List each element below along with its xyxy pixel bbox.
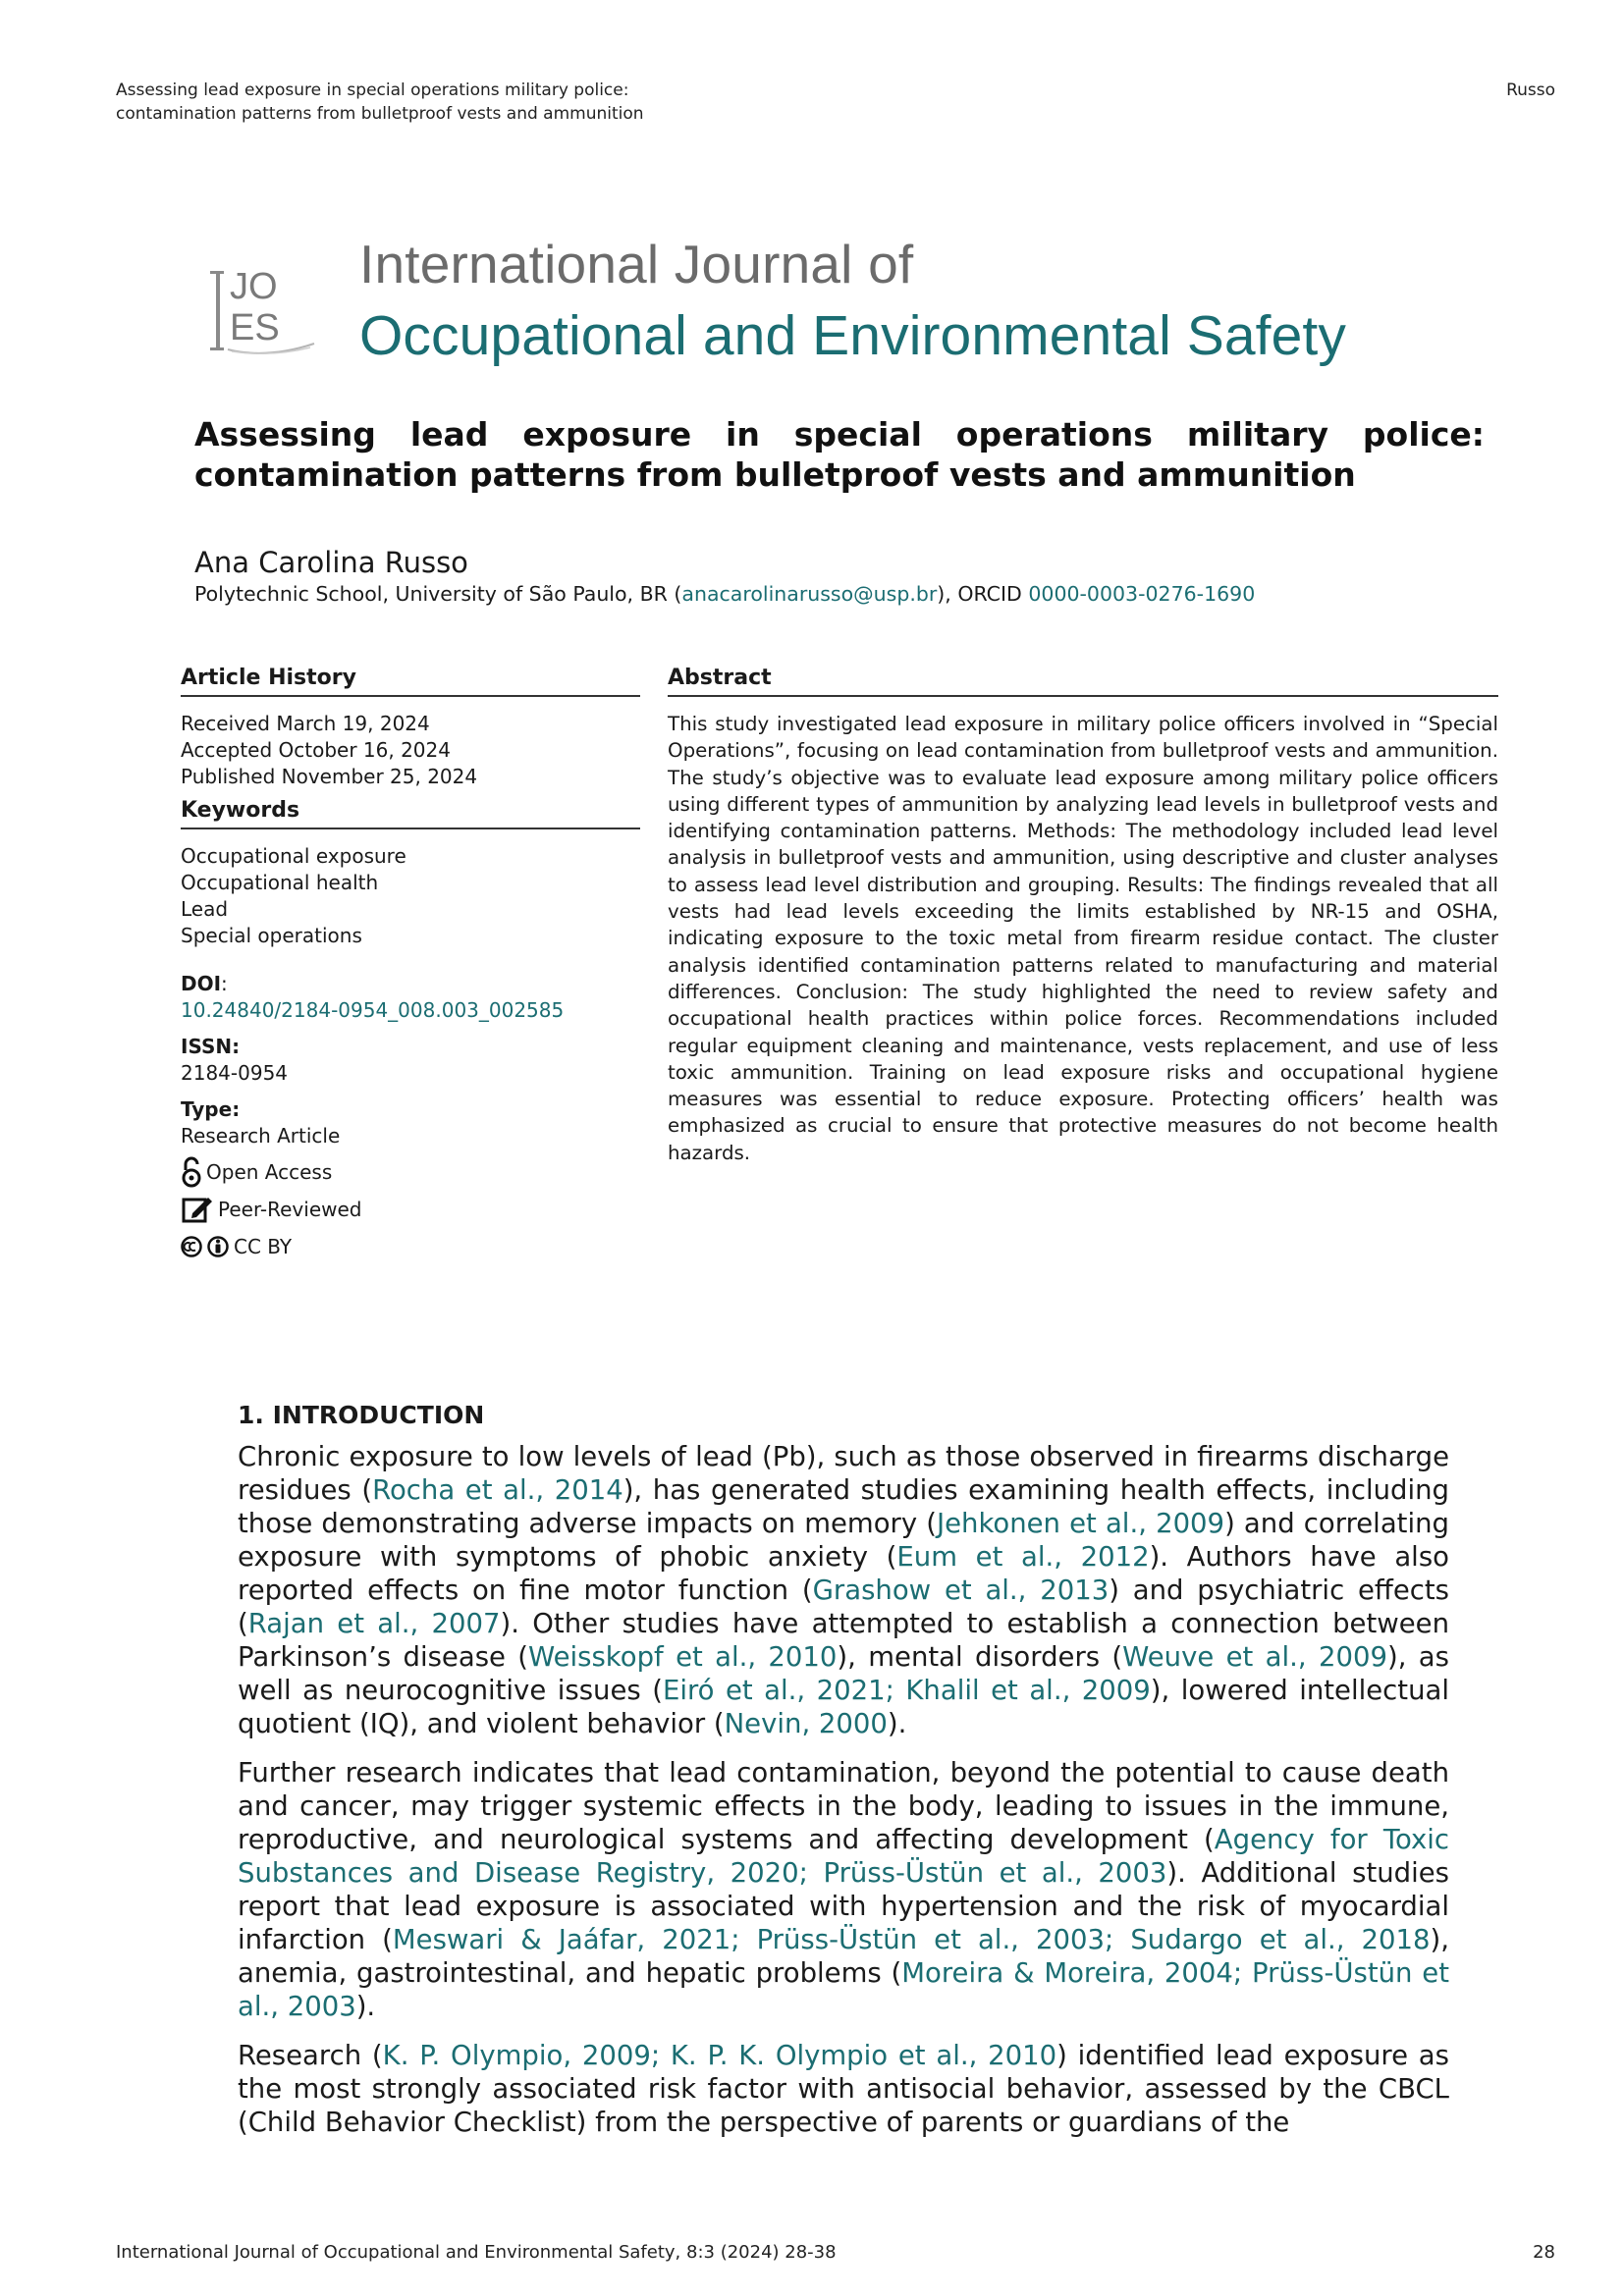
attribution-icon bbox=[206, 1231, 230, 1262]
journal-name-line1: International Journal of bbox=[359, 234, 914, 294]
journal-name-line2: Occupational and Environmental Safety bbox=[359, 304, 1346, 367]
citation-link[interactable]: Rocha et al., 2014 bbox=[372, 1474, 623, 1506]
body-paragraph-1: Chronic exposure to low levels of lead (Pb), such as those observed in firearms discharge residues (Rocha et al., 2014), has generated studies examining health effects, including those demonstrating adverse impacts on memory (Jehkonen et al., 2009) and correlating exposure with symptoms of phobic anxiety (Eum et al., 2012). Authors have also reported effects on fine motor function (Grashow et al., 2013) and psychiatric effects (Rajan et al., 2007). Other studies have attempted to establish a connection between Parkinson’s disease (Weisskopf et al., 2010), mental disorders (Weuve et al., 2009), as well as neurocognitive issues (Eiró et al., 2021; Khalil et al., 2009), lowered intellectual quotient (IQ), and violent behavior (Nevin, 2000). bbox=[238, 1441, 1450, 1739]
footer-citation: International Journal of Occupational and Environmental Safety, 8:3 (2024) 28-38 bbox=[116, 2242, 837, 2263]
peer-reviewed-badge: Peer-Reviewed bbox=[181, 1191, 640, 1228]
running-author: Russo bbox=[1506, 80, 1555, 100]
section-heading-introduction: 1. INTRODUCTION bbox=[238, 1401, 485, 1429]
main-body bbox=[238, 1399, 1449, 2155]
edit-icon bbox=[181, 1194, 214, 1225]
citation-link[interactable]: Meswari & Jaáfar, 2021; Prüss-Üstün et al., 2003; Sudargo et al., 2018 bbox=[392, 1924, 1431, 1955]
svg-text:ES: ES bbox=[230, 307, 280, 348]
orcid-link[interactable]: 0000-0003-0276-1690 bbox=[1028, 582, 1256, 606]
running-title-line2: contamination patterns from bulletproof vests and ammunition bbox=[116, 104, 644, 124]
body-paragraph-2: Further research indicates that lead contamination, beyond the potential to cause death and cancer, may trigger systemic effects in the body, leading to issues in the immune, reproductive, and neurological systems and affecting development (Agency for Toxic Substances and Disease Registry, 2020; Prüss-Üstün et al., 2003). Additional studies report that lead exposure is associated with hypertension and the risk of myocardial infarction (Meswari & Jaáfar, 2021; Prüss-Üstün et al., 2003; Sudargo et al., 2018), anemia, gastrointestinal, and hepatic problems (Moreira & Moreira, 2004; Prüss-Üstün et al., 2003). bbox=[238, 1757, 1450, 2022]
accepted-date: Accepted October 16, 2024 bbox=[181, 738, 451, 762]
running-title-line1: Assessing lead exposure in special operations military police: bbox=[116, 80, 629, 100]
keyword-item: Occupational exposure bbox=[181, 844, 406, 868]
issn-value: 2184-0954 bbox=[181, 1061, 289, 1085]
keyword-item: Special operations bbox=[181, 924, 362, 947]
doi-label: DOI: bbox=[181, 972, 228, 995]
affiliation-mid: ), ORCID bbox=[937, 582, 1029, 606]
journal-masthead bbox=[208, 232, 1504, 375]
open-access-icon bbox=[181, 1156, 202, 1188]
keywords-heading: Keywords bbox=[181, 796, 640, 829]
citation-link[interactable]: Jehkonen et al., 2009 bbox=[936, 1508, 1225, 1539]
keyword-item: Occupational health bbox=[181, 871, 379, 894]
open-access-badge: Open Access bbox=[181, 1153, 640, 1191]
citation-link[interactable]: Grashow et al., 2013 bbox=[812, 1575, 1110, 1606]
creative-commons-icon bbox=[181, 1231, 202, 1262]
citation-link[interactable]: Moreira & Moreira, 2004; Prüss-Üstün et al., 2003 bbox=[238, 1957, 1450, 2022]
abstract-text: This study investigated lead exposure in military police officers involved in “Special Operations”, focusing on lead contamination from bulletproof vests and ammunition. The study’s objective was to evaluate lead exposure among military police officers using different types of ammunition by analyzing lead levels in bulletproof vests and identifying contamination patterns. Methods: The methodology included lead level analysis in bulletproof vests and ammunition, using descriptive and cluster analyses to assess lead level distribution and grouping. Results: The findings revealed that all vests had lead levels exceeding the limits established by NR-15 and OSHA, indicating exposure to the toxic metal from firearm residue contact. The cluster analysis identified contamination patterns related to manufacturing and material differences. Conclusion: The study highlighted the need to review safety and occupational health practices within police forces. Recommendations included regular equipment cleaning and maintenance, vests replacement, and use of less toxic ammunition. Training on lead exposure risks and occupational hygiene measures was essential to reduce exposure. Protecting officers’ health was emphasized as crucial to ensure that protective measures do not become health hazards. bbox=[668, 713, 1498, 1164]
license-badge: CC BY bbox=[181, 1228, 640, 1265]
article-sidebar bbox=[181, 664, 640, 1265]
author-name: Ana Carolina Russo bbox=[194, 546, 468, 579]
journal-logo-icon bbox=[208, 249, 324, 355]
citation-link[interactable]: Eiró et al., 2021; Khalil et al., 2009 bbox=[662, 1675, 1151, 1706]
abstract-heading: Abstract bbox=[668, 664, 1498, 697]
abstract-section bbox=[668, 664, 1498, 1166]
paper-title: Assessing lead exposure in special operations military police: contamination patterns from bulletproof vests and ammunition bbox=[194, 415, 1485, 494]
body-paragraph-3: Research (K. P. Olympio, 2009; K. P. K. Olympio et al., 2010) identified lead exposure as the most strongly associated risk factor with antisocial behavior, assessed by the CBCL (Child Behavior Checklist) from the perspective of parents or guardians of the bbox=[238, 2040, 1449, 2138]
svg-text:JO: JO bbox=[230, 266, 278, 307]
affiliation-prefix: Polytechnic School, University of São Paulo, BR ( bbox=[194, 582, 682, 606]
type-label: Type: bbox=[181, 1097, 241, 1121]
keyword-item: Lead bbox=[181, 897, 229, 921]
issn-label: ISSN: bbox=[181, 1035, 241, 1058]
citation-link[interactable]: Weuve et al., 2009 bbox=[1122, 1641, 1387, 1673]
author-email-link[interactable]: anacarolinarusso@usp.br bbox=[681, 582, 938, 606]
running-title bbox=[116, 79, 644, 126]
citation-link[interactable]: Eum et al., 2012 bbox=[896, 1541, 1150, 1573]
doi-link[interactable]: 10.24840/2184-0954_008.003_002585 bbox=[181, 998, 565, 1022]
type-value: Research Article bbox=[181, 1124, 341, 1148]
citation-link[interactable]: Weisskopf et al., 2010 bbox=[528, 1641, 838, 1673]
citation-link[interactable]: Rajan et al., 2007 bbox=[247, 1608, 501, 1639]
received-date: Received March 19, 2024 bbox=[181, 712, 430, 735]
author-affiliation bbox=[194, 581, 1255, 608]
citation-link[interactable]: Nevin, 2000 bbox=[724, 1708, 888, 1739]
published-date: Published November 25, 2024 bbox=[181, 765, 478, 788]
citation-link[interactable]: K. P. Olympio, 2009; K. P. K. Olympio et al., 2010 bbox=[382, 2040, 1057, 2071]
article-history-heading: Article History bbox=[181, 664, 640, 697]
page-number: 28 bbox=[1533, 2242, 1555, 2263]
citation-link[interactable]: Agency for Toxic Substances and Disease Registry, 2020; Prüss-Üstün et al., 2003 bbox=[238, 1824, 1449, 1889]
